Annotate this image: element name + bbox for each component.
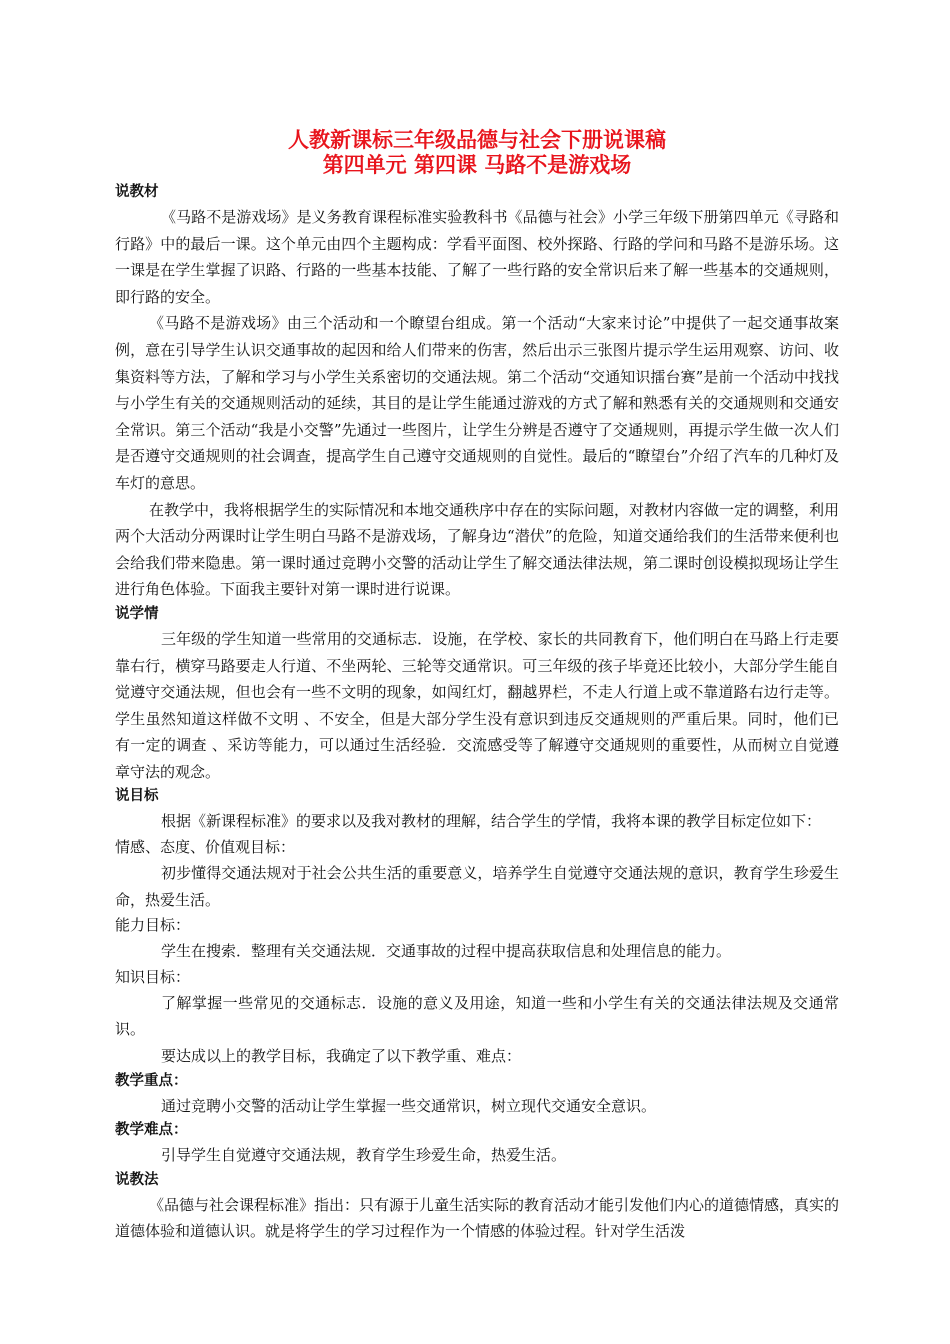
students-paragraph-1: 三年级的学生知道一些常用的交通标志．设施，在学校、家长的共同教育下，他们明白在马路上行走要靠右行，横穿马路要走人行道、不坐两轮、三轮等交通常识。可三年级的孩子毕竟还比较小，大部分学生能自觉遵守交通法规，但也会有一些不文明的现象，如闯红灯，翻越界栏，不走人行道上或不靠道路右边行走等。学生虽然知道这样做不文明 、不安全，但是大部分学生没有意识到违反交通规则的严重后果。同时，他们已有一定的调查 、采访等能力，可以通过生活经验．交流感受等了解遵守交通规则的重要性，从而树立自觉遵章守法的观念。 — [115, 629, 839, 781]
textbook-paragraph-3: 在教学中，我将根据学生的实际情况和本地交通秩序中存在的实际问题，对教材内容做一定的调整，利用两个大活动分两课时让学生明白马路不是游戏场，了解身边“潜伏”的危险，知道交通给我们的生活带来便利也会给我们带来隐患。第一课时通过竞聘小交警的活动让学生了解交通法律法规，第二课时创设模拟现场让学生进行角色体验。下面我主要针对第一课时进行说课。 — [115, 500, 840, 599]
knowledge-goal-label: 知识目标： — [115, 967, 191, 986]
textbook-paragraph-1: 《马路不是游戏场》是义务教育课程标准实验教科书《品德与社会》小学三年级下册第四单元《寻路和行路》中的最后一课。这个单元由四个主题构成：学看平面图、校外探路、行路的学问和马路不是游乐场。这一课是在学生掌握了识路、行路的一些基本技能、了解了一些行路的安全常识后来了解一些基本的交通规则，即行路的安全。 — [115, 208, 839, 306]
section-heading-key-points: 教学重点： — [115, 1072, 188, 1089]
title-line-2: 第四单元 第四课 马路不是游戏场 — [322, 153, 632, 177]
goals-intro: 根据《新课程标准》的要求以及我对教材的理解，结合学生的学情，我将本课的教学目标定位如下： — [161, 812, 822, 831]
knowledge-goal-text: 了解掌握一些常见的交通标志．设施的意义及用途，知道一些和小学生有关的交通法律法规及交通常识。 — [115, 993, 839, 1039]
document-title — [115, 128, 839, 178]
methods-paragraph-1: 《品德与社会课程标准》指出：只有源于儿童生活实际的教育活动才能引发他们内心的道德情感，真实的道德体验和道德认识。就是将学生的学习过程作为一个情感的体验过程。针对学生活泼 — [115, 1195, 840, 1241]
textbook-paragraph-2: 《马路不是游戏场》由三个活动和一个瞭望台组成。第一个活动“大家来讨论”中提供了一起交通事故案例，意在引导学生认识交通事故的起因和给人们带来的伤害，然后出示三张图片提示学生运用观察、访问、收集资料等方法，了解和学习与小学生关系密切的交通法规。第二个活动“交通知识擂台赛”是前一个活动中找找与小学生有关的交通规则活动的延续，其目的是让学生能通过游戏的方式了解和熟悉有关的交通规则和交通安全常识。第三个活动“我是小交警”先通过一些图片，让学生分辨是否遵守了交通规则，再提示学生做一次人们是否遵守交通规则的社会调查，提高学生自己遵守交通规则的自觉性。最后的“瞭望台”介绍了汽车的几种灯及车灯的意思。 — [115, 314, 839, 492]
section-heading-students: 说学情 — [115, 605, 159, 622]
ability-goal-text: 学生在搜索．整理有关交通法规．交通事故的过程中提高获取信息和处理信息的能力。 — [161, 942, 732, 961]
emotion-goal-text: 初步懂得交通法规对于社会公共生活的重要意义，培养学生自觉遵守交通法规的意识，教育学生珍爱生命，热爱生活。 — [115, 864, 839, 909]
key-points-text: 通过竞聘小交警的活动让学生掌握一些交通常识，树立现代交通安全意识。 — [161, 1096, 657, 1115]
section-heading-difficulties: 教学难点： — [115, 1122, 188, 1139]
document-page — [115, 128, 839, 1245]
title-line-1: 人教新课标三年级品德与社会下册说课稿 — [288, 128, 666, 152]
ability-goal-label: 能力目标： — [115, 916, 191, 935]
difficulties-text: 引导学生自觉遵守交通法规，教育学生珍爱生命，热爱生活。 — [161, 1146, 567, 1165]
section-heading-methods: 说教法 — [115, 1171, 159, 1188]
goals-transition: 要达成以上的教学目标，我确定了以下教学重、难点： — [161, 1047, 522, 1066]
emotion-goal-label: 情感、态度、价值观目标： — [115, 838, 296, 857]
section-heading-textbook: 说教材 — [115, 184, 159, 200]
section-heading-goals: 说目标 — [115, 788, 159, 805]
